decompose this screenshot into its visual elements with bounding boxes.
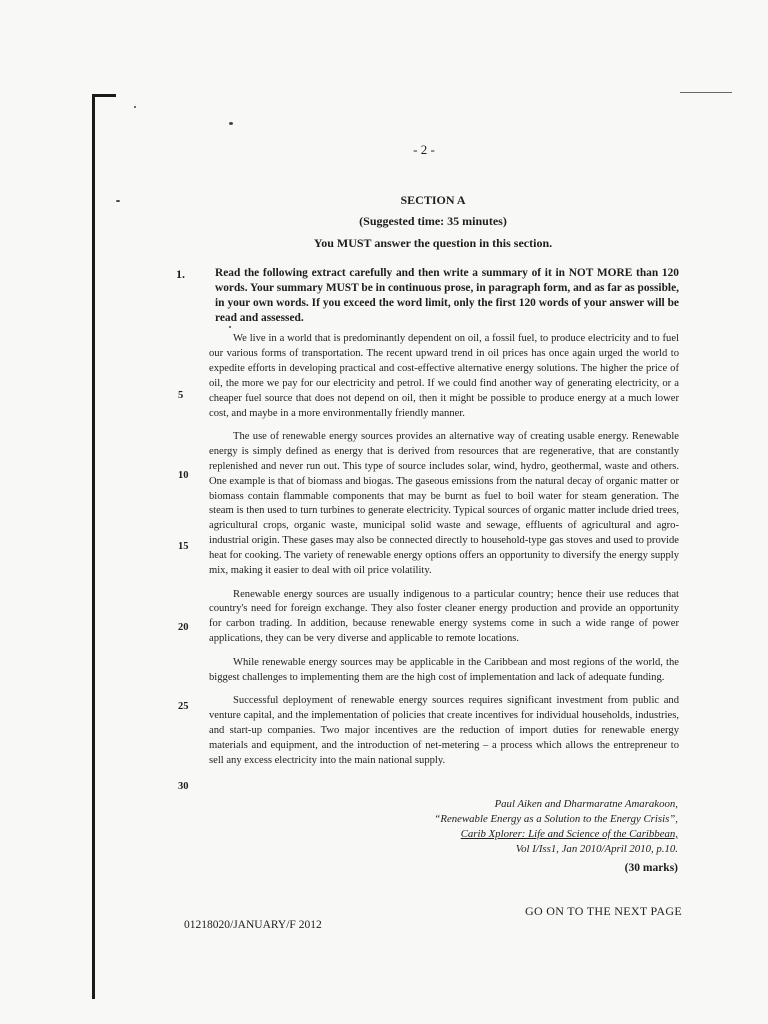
line-number: 5 — [178, 390, 184, 401]
question-instructions: Read the following extract carefully and then write a summary of it in NOT MORE than 120 words. Your summary MUST be in continuous prose, in paragraph form, and as far as possible, in your own words. If you exceed the word limit, only the first 120 words of your answer will be read and assessed. — [215, 267, 679, 324]
line-number: 30 — [178, 781, 189, 792]
citation-issue: Vol I/Iss1, Jan 2010/April 2010, p.10. — [515, 842, 678, 855]
scan-speck — [229, 122, 233, 125]
extract-body — [209, 332, 679, 777]
section-title: SECTION A — [400, 193, 466, 207]
footer-code: 01218020/JANUARY/F 2012 — [184, 919, 322, 931]
scan-border-left — [92, 94, 95, 999]
must-answer-note: You MUST answer the question in this section. — [313, 236, 553, 250]
scan-border-top — [92, 94, 116, 97]
extract-paragraph: Renewable energy sources are usually indigenous to a particular country; hence their use reduces that country's need for foreign exchange. They also foster cleaner energy production and provide an opportunity for carbon trading. In addition, because renewable energy systems come in such a wide range of power applications, they can be very diverse and applicable to remote locations. — [209, 588, 679, 645]
extract-paragraph: We live in a world that is predominantly dependent on oil, a fossil fuel, to produce electricity and to fuel our various forms of transportation. The recent upward trend in oil prices has once again urged the world to expedite efforts in developing practical and cost-effective alternative energy solutions. The higher the price of oil, the more we pay for our electricity and petrol. If we could find another way of generating electricity, or a cheaper fuel source that does not depend on oil, then it might be possible to produce energy at a much lower cost, and maybe in a more environmentally friendly manner. — [209, 333, 679, 419]
line-number: 25 — [178, 701, 189, 712]
line-number: 10 — [178, 470, 189, 481]
citation-journal: Carib Xplorer: Life and Science of the Caribbean, — [460, 827, 678, 840]
citation-article: “Renewable Energy as a Solution to the Energy Crisis”, — [434, 812, 678, 825]
page-number: - 2 - — [413, 142, 435, 157]
scan-speck — [134, 106, 136, 108]
question-number: 1. — [176, 267, 185, 281]
go-on-note: GO ON TO THE NEXT PAGE — [525, 904, 682, 918]
line-number: 15 — [178, 541, 189, 552]
line-number: 20 — [178, 622, 189, 633]
marks: (30 marks) — [624, 862, 678, 874]
citation — [300, 797, 678, 857]
scan-speck — [229, 326, 231, 328]
extract-paragraph: While renewable energy sources may be applicable in the Caribbean and most regions of the world, the biggest challenges to implementing them are the high cost of implementation and lack of adequate funding. — [209, 656, 679, 683]
scan-border-right — [680, 92, 732, 93]
citation-authors: Paul Aiken and Dharmaratne Amarakoon, — [494, 798, 678, 810]
suggested-time: (Suggested time: 35 minutes) — [359, 214, 507, 228]
extract-paragraph: Successful deployment of renewable energy sources requires significant investment from public and venture capital, and the implementation of policies that create incentives for individual households, industries, and start-up companies. Two major incentives are the reduction of import duties for renewable energy materials and equipment, and the introduction of net-metering – a process which allows the entrepreneur to sell any excess electricity into the main national supply. — [209, 694, 679, 766]
extract-paragraph: The use of renewable energy sources provides an alternative way of creating usable energy. Renewable energy is simply defined as energy that is derived from resources that are regenerative, that are constantly replenished and never run out. This type of source includes solar, wind, hydro, geothermal, waste and others. One example is that of biomass and biogas. The gaseous emissions from the natural decay of organic matter or biomass contain flammable components that may be burnt as fuel to boil water for steam generation. The steam is then used to turn turbines to generate electricity. Typical sources of organic matter include dried trees, agricultural crops, organic waste, municipal solid waste and sewage, effluents of agricultural and agro-industrial origin. These gases may also be connected directly to household-type gas stoves and used to provide heat for cooking. The variety of renewable energy options offers an opportunity to diversify the energy supply mix, making it easier to deal with oil price volatility. — [209, 430, 679, 577]
